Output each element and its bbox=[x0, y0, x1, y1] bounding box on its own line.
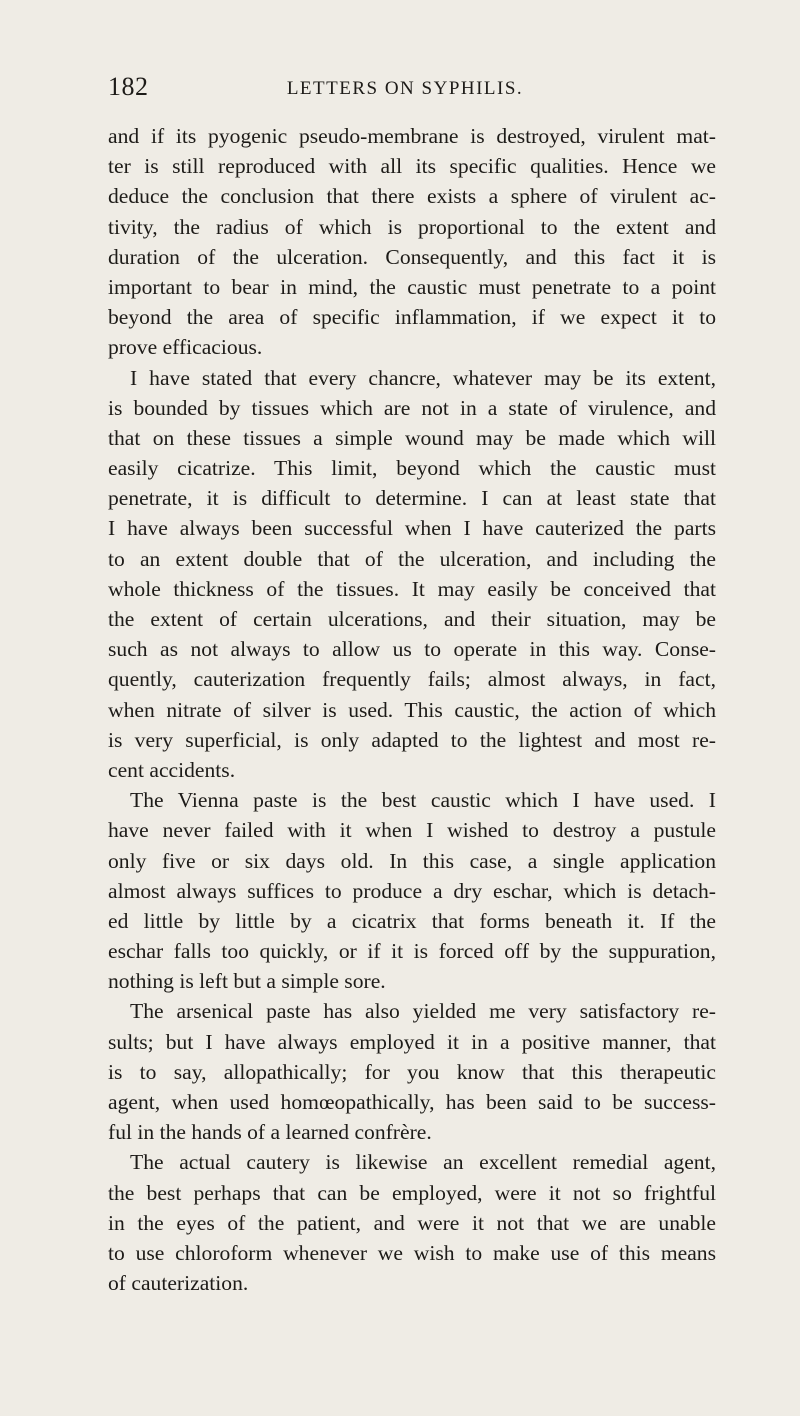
text-line: when nitrate of silver is used. This caustic, the action of which bbox=[108, 697, 716, 722]
text-line: easily cicatrize. This limit, beyond which the caustic must bbox=[108, 456, 716, 481]
text-line: the extent of certain ulcerations, and their situation, may be bbox=[108, 607, 716, 631]
text-line: prove efficacious. bbox=[108, 335, 263, 360]
text-line: in the eyes of the patient, and were it not that we are unable bbox=[108, 1210, 716, 1235]
text-line: is bounded by tissues which are not in a state of virulence, and bbox=[108, 395, 716, 420]
text-line: ful in the hands of a learned confrère. bbox=[108, 1120, 432, 1145]
text-line: important to bear in mind, the caustic must penetrate to a point bbox=[108, 274, 716, 299]
body-text bbox=[108, 121, 716, 1298]
text-line: that on these tissues a simple wound may be made which will bbox=[108, 425, 716, 450]
text-line: almost always suffices to produce a dry eschar, which is detach- bbox=[108, 878, 716, 903]
text-line: the best perhaps that can be employed, were it not so frightful bbox=[108, 1180, 716, 1205]
text-line: nothing is left but a simple sore. bbox=[108, 969, 386, 994]
text-line: is to say, allopathically; for you know that this therapeutic bbox=[108, 1059, 716, 1084]
text-line: I have stated that every chancre, whatever may be its extent, bbox=[130, 365, 716, 390]
text-line: tivity, the radius of which is proportional to the extent and bbox=[108, 214, 716, 239]
text-line: have never failed with it when I wished to destroy a pustule bbox=[108, 818, 716, 843]
text-line: cent accidents. bbox=[108, 757, 236, 782]
text-line: such as not always to allow us to operate in this way. Conse- bbox=[108, 637, 716, 662]
page-header bbox=[108, 72, 702, 108]
text-line: The arsenical paste has also yielded me very satisfactory re- bbox=[130, 999, 716, 1024]
text-line: beyond the area of specific inflammation, if we expect it to bbox=[108, 305, 716, 330]
text-line: ter is still reproduced with all its specific qualities. Hence we bbox=[108, 154, 716, 179]
text-line: whole thickness of the tissues. It may easily be conceived that bbox=[108, 576, 716, 601]
text-line: only five or six days old. In this case, a single application bbox=[108, 848, 716, 873]
text-line: sults; but I have always employed it in a positive manner, that bbox=[108, 1029, 716, 1054]
text-line: ed little by little by a cicatrix that forms beneath it. If the bbox=[108, 908, 716, 933]
text-line: duration of the ulceration. Consequently, and this fact it is bbox=[108, 244, 716, 269]
text-line: to an extent double that of the ulceration, and including the bbox=[108, 546, 716, 571]
text-line: penetrate, it is difficult to determine. I can at least state that bbox=[108, 486, 716, 511]
text-line: to use chloroform whenever we wish to make use of this means bbox=[108, 1240, 716, 1265]
text-line: quently, cauterization frequently fails; almost always, in fact, bbox=[108, 667, 716, 692]
text-line: and if its pyogenic pseudo-membrane is destroyed, virulent mat- bbox=[108, 124, 716, 148]
running-head: LETTERS ON SYPHILIS. bbox=[286, 78, 524, 99]
text-line: I have always been successful when I have cauterized the parts bbox=[108, 516, 716, 541]
text-line: The Vienna paste is the best caustic which I have used. I bbox=[130, 788, 716, 813]
text-line: The actual cautery is likewise an excellent remedial agent, bbox=[130, 1150, 716, 1175]
text-line: is very superficial, is only adapted to the lightest and most re- bbox=[108, 727, 716, 752]
text-line: deduce the conclusion that there exists a sphere of virulent ac- bbox=[108, 184, 716, 209]
page-number: 182 bbox=[108, 72, 149, 101]
text-line: agent, when used homœopathically, has been said to be success- bbox=[108, 1090, 716, 1114]
text-line: of cauterization. bbox=[108, 1271, 249, 1296]
text-line: eschar falls too quickly, or if it is forced off by the suppuration, bbox=[108, 939, 716, 964]
